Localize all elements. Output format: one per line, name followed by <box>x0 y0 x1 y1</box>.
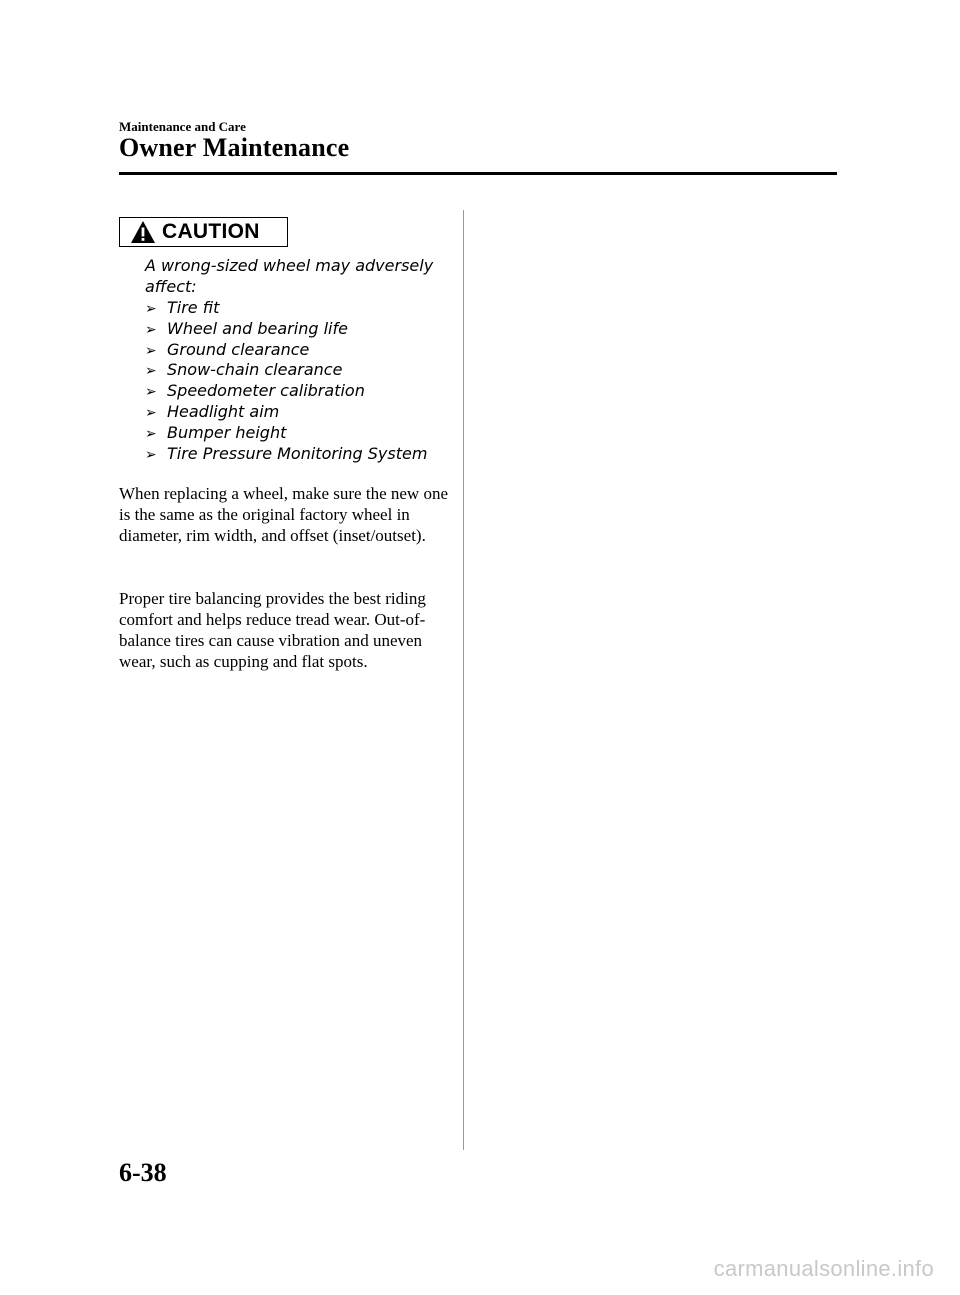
column-divider <box>463 210 464 1150</box>
arrow-bullet-icon: ➢ <box>145 363 157 380</box>
caution-list <box>145 297 455 463</box>
watermark: carmanualsonline.info <box>713 1256 934 1281</box>
list-item: ➢ Bumper height <box>145 422 455 443</box>
list-item: ➢ Ground clearance <box>145 339 455 360</box>
body-paragraph-tire-balancing: Proper tire balancing provides the best riding comfort and helps reduce tread wear. Out-of-balance tires can cause vibration and uneven wear, such as cupping and flat spots. <box>119 589 426 671</box>
warning-triangle-icon <box>130 220 156 244</box>
caution-intro: A wrong-sized wheel may adversely affect: <box>145 256 434 296</box>
section-label: Maintenance and Care <box>119 119 246 134</box>
page-title: Owner Maintenance <box>119 133 350 162</box>
arrow-bullet-icon: ➢ <box>145 425 157 442</box>
list-item: ➢ Headlight aim <box>145 401 455 422</box>
caution-label: CAUTION <box>162 220 260 243</box>
arrow-bullet-icon: ➢ <box>145 446 157 463</box>
arrow-bullet-icon: ➢ <box>145 342 157 359</box>
list-item: ➢ Tire fit <box>145 297 455 318</box>
header-rule <box>119 172 837 175</box>
arrow-bullet-icon: ➢ <box>145 404 157 421</box>
arrow-bullet-icon: ➢ <box>145 301 157 317</box>
list-item: ➢ Snow-chain clearance <box>145 359 455 380</box>
arrow-bullet-icon: ➢ <box>145 321 157 338</box>
list-item: ➢ Wheel and bearing life <box>145 318 455 339</box>
list-item: ➢ Tire Pressure Monitoring System <box>145 443 455 464</box>
caution-box <box>119 217 288 247</box>
caution-content <box>145 255 455 463</box>
arrow-bullet-icon: ➢ <box>145 384 157 401</box>
page-number: 6-38 <box>119 1158 167 1187</box>
list-item: ➢ Speedometer calibration <box>145 380 455 401</box>
body-paragraph-wheel-replacement: When replacing a wheel, make sure the new one is the same as the original factory wheel in diameter, rim width, and offset (inset/outset). <box>119 484 448 545</box>
